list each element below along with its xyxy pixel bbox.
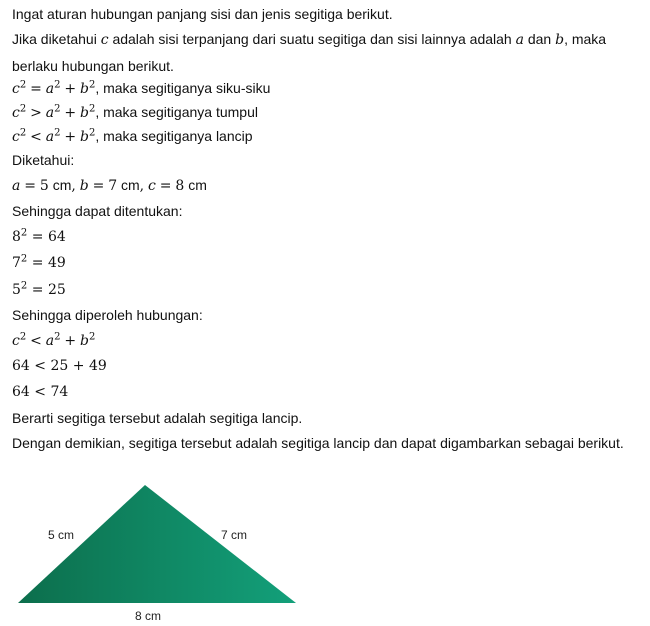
determine-label: Sehingga dapat ditentukan:	[12, 203, 183, 219]
side-label-7cm: 7 cm	[221, 528, 248, 542]
square-7: $7^2 = 49$	[12, 253, 66, 271]
definition-text: Jika diketahui c adalah sisi terpanjang dari suatu segitiga dan sisi lainnya adalah a dan b, maka berlaku hubungan berikut.	[12, 31, 607, 74]
acute-triangle-figure	[0, 470, 650, 626]
triangle-shape	[18, 485, 296, 603]
side-label-5cm: 5 cm	[48, 528, 75, 542]
relation-formula: $c^2 < a^2 + b^2$	[12, 331, 96, 349]
final-conclusion-text: Dengan demikian, segitiga tersebut adalah segitiga lancip dan dapat digambarkan sebagai berikut.	[12, 435, 624, 451]
conclusion-text: Berarti segitiga tersebut adalah segitiga lancip.	[12, 410, 303, 426]
relation-step-1: 64 < 25 + 49	[12, 358, 107, 374]
known-values: a = 5 cm, b = 7 cm, c = 8 cm	[12, 177, 207, 194]
relation-step-2: 64 < 74	[12, 384, 69, 400]
rule-obtuse: $c^2 > a^2 + b^2$, maka segitiganya tumpul	[12, 103, 258, 121]
intro-text: Ingat aturan hubungan panjang sisi dan jenis segitiga berikut.	[12, 6, 393, 22]
rule-acute: $c^2 < a^2 + b^2$, maka segitiganya lancip	[12, 127, 253, 145]
square-5: $5^2 = 25$	[12, 280, 66, 298]
relation-label: Sehingga diperoleh hubungan:	[12, 307, 203, 323]
known-label: Diketahui:	[12, 152, 75, 168]
rule-right: $c^2 = a^2 + b^2$, maka segitiganya siku-siku	[12, 79, 271, 97]
square-8: $8^2 = 64$	[12, 227, 66, 245]
base-label-8cm: 8 cm	[135, 609, 162, 623]
